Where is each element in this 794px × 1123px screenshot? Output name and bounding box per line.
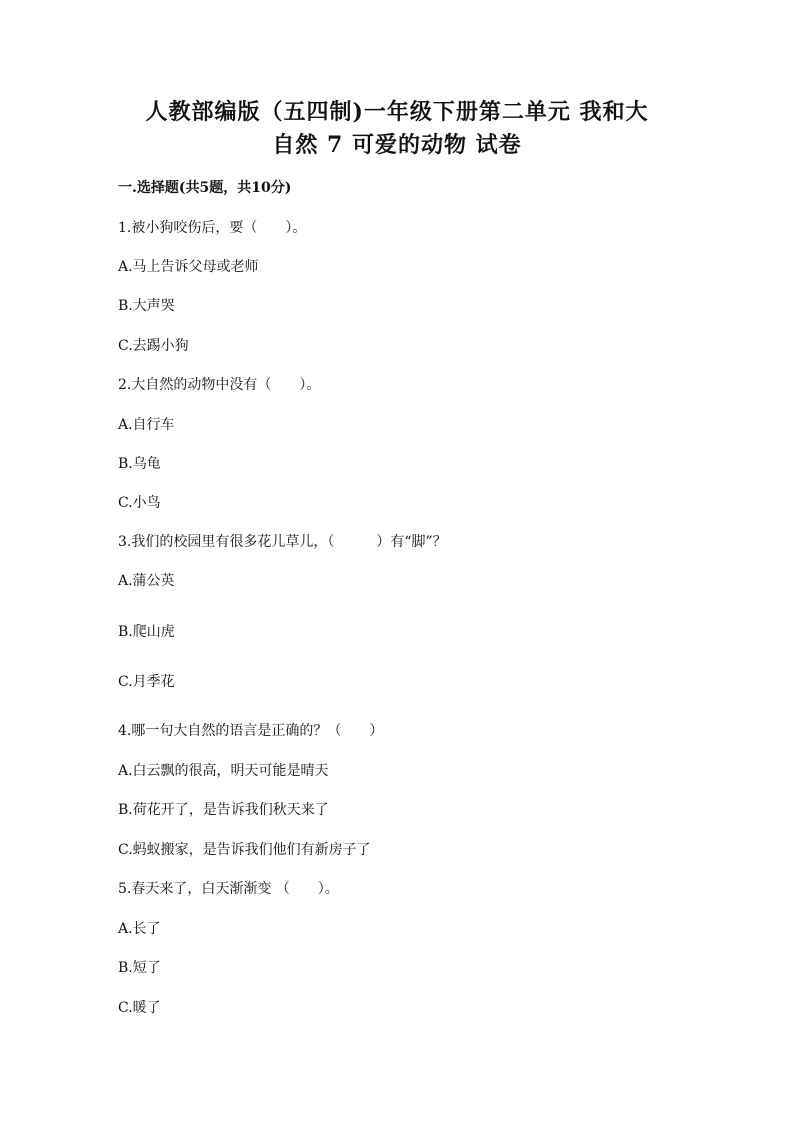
question-2-option-b: B.乌龟 xyxy=(118,456,161,472)
question-3-stem: 3.我们的校园里有很多花儿草儿，（ ）有“脚”？ xyxy=(118,534,447,550)
question-5-option-a: A.长了 xyxy=(118,921,161,937)
question-1-option-c: C.去踢小狗 xyxy=(118,338,189,354)
document-title-line-1: 人教部编版（五四制)一年级下册第二单元 我和大 xyxy=(145,99,649,125)
question-3-option-a: A.蒲公英 xyxy=(118,573,175,589)
question-1-option-b: B.大声哭 xyxy=(118,298,175,314)
question-5-option-b: B.短了 xyxy=(118,960,161,976)
question-1-option-a: A.马上告诉父母或老师 xyxy=(118,259,259,275)
question-4-stem: 4.哪一句大自然的语言是正确的？（ ） xyxy=(118,723,384,739)
question-4-option-a: A.白云飘的很高，明天可能是晴天 xyxy=(118,763,329,779)
question-2-stem: 2.大自然的动物中没有（ ）。 xyxy=(118,377,321,393)
question-5-stem: 5.春天来了，白天渐渐变 （ ）。 xyxy=(118,881,339,897)
question-3-option-c: C.月季花 xyxy=(118,674,175,690)
document-title-line-2: 自然 7 可爱的动物 试卷 xyxy=(272,132,522,158)
question-4-option-b: B.荷花开了，是告诉我们秋天来了 xyxy=(118,802,329,818)
question-2-option-c: C.小鸟 xyxy=(118,495,161,511)
question-4-option-c: C.蚂蚁搬家，是告诉我们他们有新房子了 xyxy=(118,842,371,858)
question-3-option-b: B.爬山虎 xyxy=(118,624,175,640)
question-5-option-c: C.暖了 xyxy=(118,1000,161,1016)
question-1-stem: 1.被小狗咬伤后，要（ ）。 xyxy=(118,220,307,236)
question-2-option-a: A.自行车 xyxy=(118,417,175,433)
section-heading: 一.选择题(共5题，共10分) xyxy=(118,180,292,196)
